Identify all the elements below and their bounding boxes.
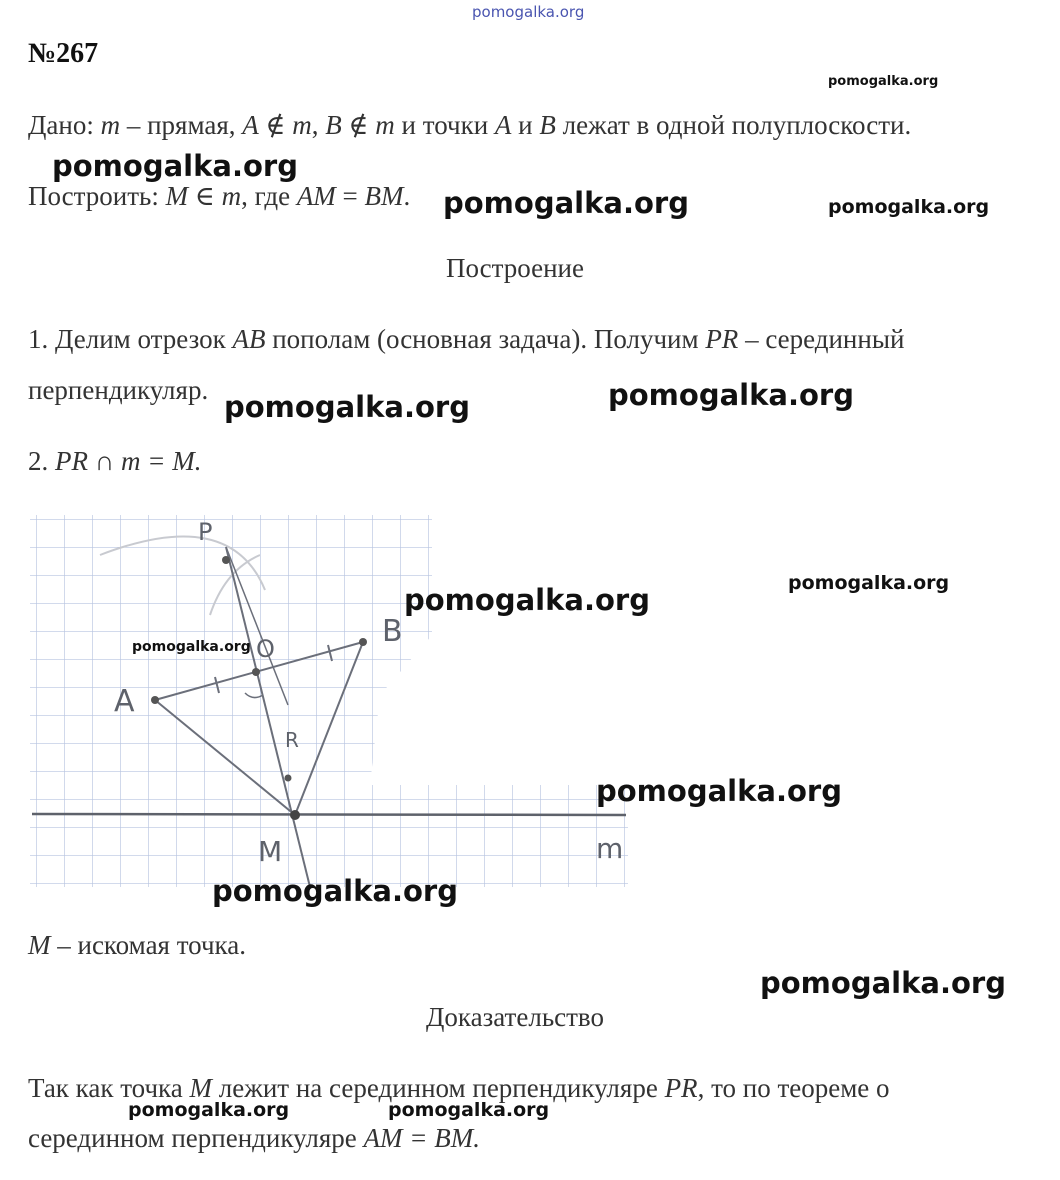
label-b: B [382,614,403,649]
point-a [151,696,159,704]
section-heading-construction: Построение [446,253,584,283]
watermark: pomogalka.org [596,774,842,808]
given-notin2: ∉ [341,110,376,140]
section-heading-proof: Доказательство [426,1002,604,1032]
construct-m-point: M [165,181,189,211]
line-m [32,814,626,815]
watermark: pomogalka.org [224,390,470,424]
given-m2: m [292,110,312,140]
step2-prefix: 2. [28,446,55,476]
step-1-line-2: перпендикуляр. [28,375,209,405]
label-p: P [198,518,213,546]
construct-eq: = [335,181,365,211]
given-b2: B [539,110,556,140]
construction-drawing [30,515,630,890]
given-a2: A [494,110,512,140]
given-b: B [325,110,342,140]
proof-suffix: , то по теореме о [697,1073,890,1103]
given-line [28,110,911,141]
proof-prefix: Так как точка [28,1073,190,1103]
given-a: A [242,110,259,140]
step1-pr: PR [705,324,739,354]
watermark: pomogalka.org [608,378,854,412]
proof-pr: PR [664,1073,698,1103]
result-line [28,930,246,961]
point-o [252,668,260,676]
construct-label: Построить: [28,181,166,211]
step1-suffix: – серединный [738,324,905,354]
proof-mid: лежит на серединном перпендикуляре [212,1073,665,1103]
watermark: pomogalka.org [443,186,689,220]
step1-middle: пополам (основная задача). Получим [265,324,706,354]
label-m-point: M [258,835,283,868]
construct-in: ∈ [188,181,222,211]
site-link[interactable]: pomogalka.org [472,3,585,21]
given-comma: , [311,110,326,140]
label-o: O [256,635,275,663]
given-notin: ∉ [258,110,293,140]
construct-am: AM [296,181,336,211]
watermark: pomogalka.org [828,196,990,218]
label-m-line: m [596,832,624,865]
step2-expr: PR ∩ m = M. [55,446,202,476]
step-1-line-1 [28,324,904,355]
step1-ab: AB [232,324,266,354]
proof-m: M [189,1073,212,1103]
construct-bm: BM [364,181,404,211]
construct-dot: . [403,181,411,211]
watermark: pomogalka.org [128,1099,290,1121]
given-text-1: – прямая, [120,110,243,140]
given-m3: m [375,110,395,140]
watermark: pomogalka.org [404,583,650,617]
proof-l2-prefix: серединном перпендикуляре [28,1123,364,1153]
point-m [290,810,300,820]
problem-number: №267 [28,38,99,69]
label-a: A [114,684,135,719]
construct-m-line: m [221,181,242,211]
watermark: pomogalka.org [388,1099,550,1121]
construct-task-line [28,181,410,212]
watermark: pomogalka.org [132,639,251,655]
step1-prefix: 1. Делим отрезок [28,324,233,354]
given-and: и [511,110,540,140]
point-b [359,638,367,646]
watermark: pomogalka.org [52,149,298,183]
watermark: pomogalka.org [760,966,1006,1000]
watermark: pomogalka.org [212,874,458,908]
given-label: Дано: [28,110,94,140]
result-text: – искомая точка. [50,930,246,960]
proof-expr: AM = BM. [363,1123,480,1153]
point-r [285,775,292,782]
label-r: R [285,728,299,752]
given-m: m [100,110,121,140]
watermark: pomogalka.org [788,572,950,594]
point-p [222,556,230,564]
result-m: M [28,930,51,960]
given-text-3: лежат в одной полуплоскости. [555,110,912,140]
proof-line-2 [28,1123,480,1154]
construct-where: , где [241,181,297,211]
step-2-line [28,446,201,477]
watermark: pomogalka.org [828,74,939,89]
given-text-2: и точки [394,110,495,140]
